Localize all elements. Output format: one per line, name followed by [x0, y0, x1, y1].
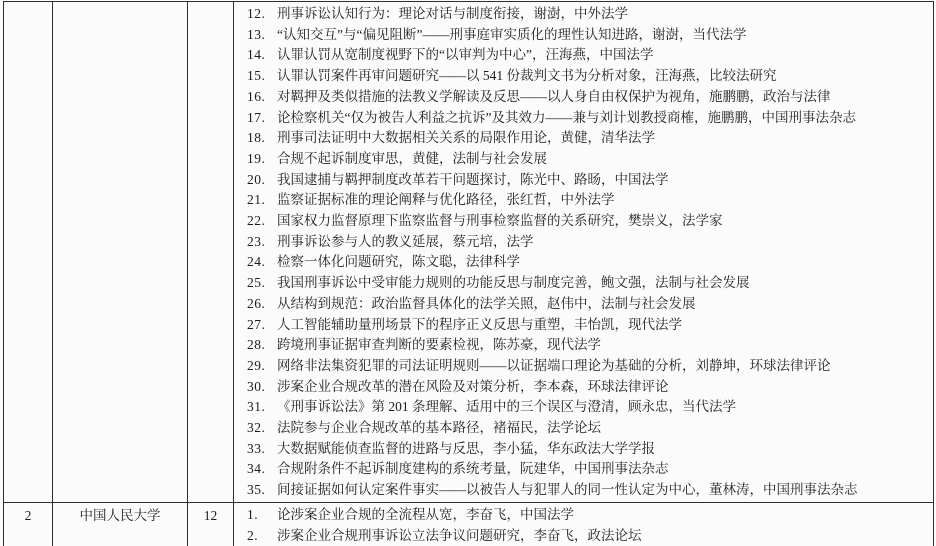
- article-number: 1.: [247, 506, 259, 522]
- article-number: 33.: [247, 440, 266, 456]
- institution-cell: 中国人民大学: [53, 503, 188, 546]
- article-number: 2.: [247, 527, 259, 543]
- article-text: 合规附条件不起诉制度建构的系统考量，阮建华，中国刑事法杂志: [277, 461, 669, 477]
- article-number: 26.: [247, 295, 266, 311]
- article-text: 论涉案企业合规的全流程从宽，李奋飞，中国法学: [277, 506, 574, 522]
- article-text: 对羁押及类似措施的法教义学解读及反思——以人身自由权保护为视角，施鹏鹏，政治与法律: [277, 88, 831, 104]
- article-item: [234, 128, 927, 149]
- article-item: [234, 356, 927, 377]
- article-item: [234, 377, 927, 398]
- article-item: [234, 397, 927, 418]
- article-item: [234, 294, 927, 315]
- article-number: 18.: [247, 130, 266, 146]
- article-number: 30.: [247, 378, 266, 394]
- article-number: 29.: [247, 357, 266, 373]
- article-item: [234, 45, 927, 66]
- article-item: [234, 66, 927, 87]
- article-number: 34.: [247, 461, 266, 477]
- table-row: [4, 2, 933, 503]
- article-item: [234, 170, 927, 191]
- article-item: [234, 459, 927, 480]
- article-item: [234, 439, 927, 460]
- article-text: 认罪认罚案件再审问题研究——以 541 份裁判文书为分析对象，汪海燕，比较法研究: [277, 68, 777, 84]
- article-item: [234, 273, 927, 294]
- article-text: 刑事司法证明中大数据相关关系的局限作用论，黄健，清华法学: [277, 130, 655, 146]
- article-item: [234, 149, 927, 170]
- article-text: 合规不起诉制度审思，黄健，法制与社会发展: [277, 150, 547, 166]
- article-item: [234, 108, 927, 129]
- article-text: 人工智能辅助量刑场景下的程序正义反思与重塑，丰怡凯，现代法学: [277, 316, 682, 332]
- article-number: 20.: [247, 171, 266, 187]
- article-number: 16.: [247, 88, 266, 104]
- article-number: 21.: [247, 192, 266, 208]
- article-item: [234, 480, 927, 501]
- article-number: 32.: [247, 420, 266, 436]
- article-item: [234, 526, 927, 546]
- rank-cell: 2: [4, 503, 53, 546]
- article-text: 我国逮捕与羁押制度改革若干问题探讨，陈光中、路旸，中国法学: [277, 171, 669, 187]
- count-cell: [188, 2, 234, 502]
- article-text: 刑事诉讼参与人的教义延展，蔡元培，法学: [277, 233, 534, 249]
- article-text: “认知交互”与“偏见阻断”——刑事庭审实质化的理性认知进路，谢澍，当代法学: [277, 26, 747, 42]
- articles-cell: [234, 2, 933, 502]
- article-number: 27.: [247, 316, 266, 332]
- article-item: [234, 418, 927, 439]
- article-number: 19.: [247, 150, 266, 166]
- article-item: [234, 315, 927, 336]
- count-cell: 12: [188, 503, 234, 546]
- article-number: 17.: [247, 109, 266, 125]
- article-text: 涉案企业合规改革的潜在风险及对策分析，李本森，环球法律评论: [277, 378, 669, 394]
- article-item: [234, 4, 927, 25]
- article-number: 23.: [247, 233, 266, 249]
- article-text: 论检察机关“仅为被告人利益之抗诉”及其效力——兼与刘计划教授商榷，施鹏鹏，中国刑事法杂志: [277, 109, 856, 125]
- article-item: [234, 87, 927, 108]
- article-item: [234, 505, 927, 526]
- article-number: 12.: [247, 6, 266, 21]
- rank-cell: [4, 2, 53, 502]
- article-number: 22.: [247, 213, 266, 229]
- institution-cell: [53, 2, 188, 502]
- article-text: 从结构到规范：政治监督具体化的法学关照，赵伟中，法制与社会发展: [277, 295, 696, 311]
- article-text: 法院参与企业合规改革的基本路径，褚福民，法学论坛: [277, 420, 601, 436]
- article-number: 28.: [247, 337, 266, 353]
- ranking-table: [3, 1, 934, 546]
- article-item: [234, 335, 927, 356]
- article-text: 大数据赋能侦查监督的进路与反思，李小猛，华东政法大学学报: [277, 440, 655, 456]
- article-number: 13.: [247, 26, 266, 42]
- article-text: 网络非法集资犯罪的司法证明规则——以证据端口理论为基础的分析，刘静坤，环球法律评论: [277, 357, 831, 373]
- article-text: 认罪认罚从宽制度视野下的“以审判为中心”，汪海燕，中国法学: [277, 47, 654, 63]
- articles-cell: [234, 503, 933, 546]
- article-number: 35.: [247, 482, 266, 498]
- article-text: 我国刑事诉讼中受审能力规则的功能反思与制度完善，鲍文强，法制与社会发展: [277, 275, 750, 291]
- article-text: 间接证据如何认定案件事实——以被告人与犯罪人的同一性认定为中心，董林涛，中国刑事法杂志: [277, 482, 858, 498]
- table-row: [4, 503, 933, 546]
- article-item: [234, 25, 927, 46]
- article-text: 跨境刑事证据审查判断的要素检视，陈苏豪，现代法学: [277, 337, 601, 353]
- article-item: [234, 252, 927, 273]
- article-number: 15.: [247, 68, 266, 84]
- article-item: [234, 190, 927, 211]
- article-text: 刑事诉讼认知行为：理论对话与制度衔接，谢澍，中外法学: [277, 6, 628, 21]
- article-text: 检察一体化问题研究，陈文聪，法律科学: [277, 254, 520, 270]
- article-text: 监察证据标准的理论阐释与优化路径，张红哲，中外法学: [277, 192, 615, 208]
- article-text: 《刑事诉讼法》第 201 条理解、适用中的三个误区与澄清，顾永忠，当代法学: [277, 399, 736, 415]
- article-item: [234, 232, 927, 253]
- article-number: 31.: [247, 399, 266, 415]
- article-item: [234, 211, 927, 232]
- article-number: 24.: [247, 254, 266, 270]
- article-number: 25.: [247, 275, 266, 291]
- article-number: 14.: [247, 47, 266, 63]
- article-text: 涉案企业合规刑事诉讼立法争议问题研究，李奋飞，政法论坛: [277, 527, 642, 543]
- article-text: 国家权力监督原理下监察监督与刑事检察监督的关系研究，樊崇义，法学家: [277, 213, 723, 229]
